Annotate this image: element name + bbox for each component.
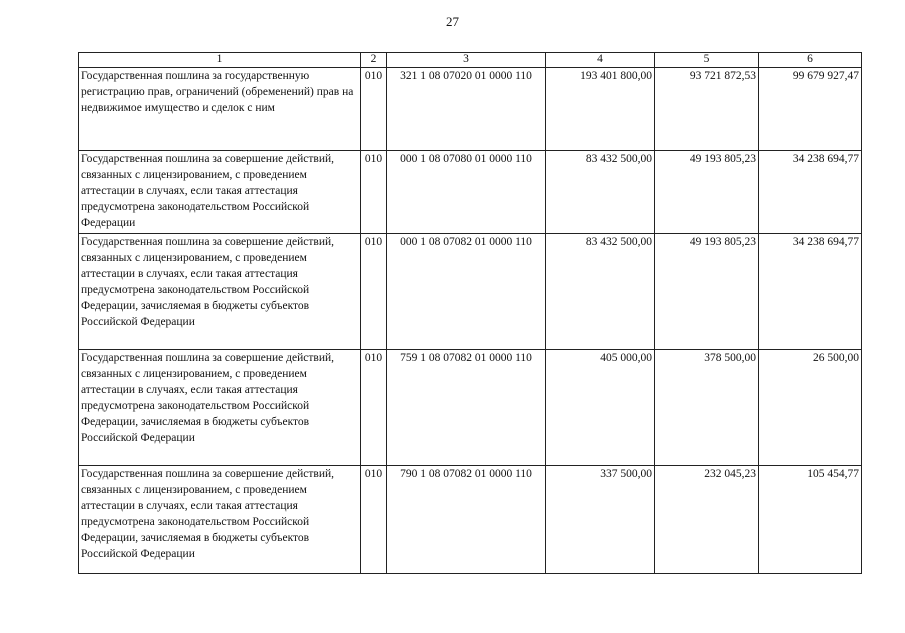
header-col-5: 5 bbox=[655, 53, 759, 68]
header-row bbox=[79, 53, 862, 68]
cell-col-6: 26 500,00 bbox=[759, 350, 862, 466]
cell-line-code: 010 bbox=[361, 151, 387, 234]
cell-col-6: 99 679 927,47 bbox=[759, 68, 862, 151]
cell-line-code: 010 bbox=[361, 68, 387, 151]
table-row bbox=[79, 234, 862, 350]
cell-col-4: 337 500,00 bbox=[546, 466, 655, 574]
table-body bbox=[79, 68, 862, 574]
page-number: 27 bbox=[446, 14, 459, 29]
cell-col-4: 193 401 800,00 bbox=[546, 68, 655, 151]
cell-name: Государственная пошлина за совершение действий, связанных с лицензированием, с проведением аттестации в случаях, если такая аттестация предусмотрена законодательством Российской Федерации, зачисляемая в бюджеты субъектов Российской Федерации bbox=[79, 234, 361, 350]
cell-budget-code: 321 1 08 07020 01 0000 110 bbox=[387, 68, 546, 151]
header-col-1: 1 bbox=[79, 53, 361, 68]
cell-col-6: 34 238 694,77 bbox=[759, 151, 862, 234]
cell-name: Государственная пошлина за совершение действий, связанных с лицензированием, с проведением аттестации в случаях, если такая аттестация предусмотрена законодательством Российской Федерации, зачисляемая в бюджеты субъектов Российской Федерации bbox=[79, 350, 361, 466]
cell-col-5: 378 500,00 bbox=[655, 350, 759, 466]
cell-name: Государственная пошлина за государственную регистрацию прав, ограничений (обременений) прав на недвижимое имущество и сделок с ним bbox=[79, 68, 361, 151]
cell-col-4: 83 432 500,00 bbox=[546, 151, 655, 234]
cell-line-code: 010 bbox=[361, 466, 387, 574]
header-col-6: 6 bbox=[759, 53, 862, 68]
table-header bbox=[79, 53, 862, 68]
cell-line-code: 010 bbox=[361, 350, 387, 466]
header-col-4: 4 bbox=[546, 53, 655, 68]
cell-budget-code: 790 1 08 07082 01 0000 110 bbox=[387, 466, 546, 574]
table-row bbox=[79, 151, 862, 234]
cell-col-5: 49 193 805,23 bbox=[655, 234, 759, 350]
cell-col-6: 105 454,77 bbox=[759, 466, 862, 574]
cell-col-5: 93 721 872,53 bbox=[655, 68, 759, 151]
cell-col-5: 232 045,23 bbox=[655, 466, 759, 574]
cell-col-5: 49 193 805,23 bbox=[655, 151, 759, 234]
cell-budget-code: 000 1 08 07082 01 0000 110 bbox=[387, 234, 546, 350]
cell-budget-code: 759 1 08 07082 01 0000 110 bbox=[387, 350, 546, 466]
cell-col-4: 83 432 500,00 bbox=[546, 234, 655, 350]
cell-name: Государственная пошлина за совершение действий, связанных с лицензированием, с проведением аттестации в случаях, если такая аттестация предусмотрена законодательством Российской Федерации, зачисляемая в бюджеты субъектов Российской Федерации bbox=[79, 466, 361, 574]
header-col-2: 2 bbox=[361, 53, 387, 68]
cell-col-6: 34 238 694,77 bbox=[759, 234, 862, 350]
cell-col-4: 405 000,00 bbox=[546, 350, 655, 466]
table-row bbox=[79, 68, 862, 151]
cell-budget-code: 000 1 08 07080 01 0000 110 bbox=[387, 151, 546, 234]
cell-line-code: 010 bbox=[361, 234, 387, 350]
report-table bbox=[78, 52, 862, 574]
header-col-3: 3 bbox=[387, 53, 546, 68]
table-row bbox=[79, 350, 862, 466]
cell-name: Государственная пошлина за совершение действий, связанных с лицензированием, с проведением аттестации в случаях, если такая аттестация предусмотрена законодательством Российской Федерации bbox=[79, 151, 361, 234]
table-row bbox=[79, 466, 862, 574]
